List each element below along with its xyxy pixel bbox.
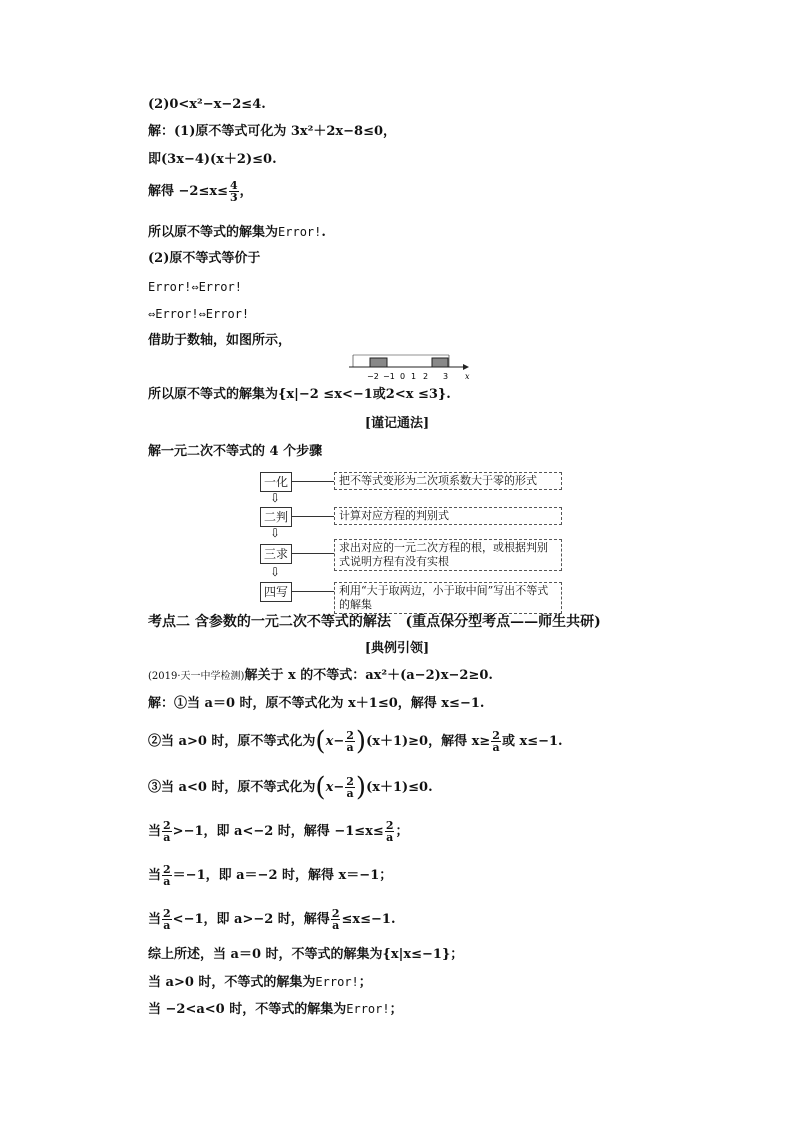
solution-line-4 <box>148 224 326 241</box>
fraction <box>162 820 172 843</box>
step-label: 四写 <box>260 582 292 602</box>
case-text: ； <box>395 824 409 839</box>
fraction-denominator: a <box>346 787 354 800</box>
step-description: 利用“大于取两边，小于取中间”写出不等式的解集 <box>334 582 562 614</box>
tick-label: 0 <box>400 372 406 381</box>
subcase-2 <box>148 864 392 887</box>
section-title: [谨记通法] <box>364 416 430 431</box>
case-3: ③当 a<0 时，原不等式化为(x− $\frac{2}{a}$ )(x＋1)≤0. <box>148 772 433 803</box>
case-text: <−1，即 a>−2 时，解得 <box>172 912 330 927</box>
tick-label: 1 <box>411 372 417 381</box>
fraction-numerator: 2 <box>492 729 500 742</box>
fraction-denominator: a <box>163 919 171 932</box>
kaodian-note: (重点保分型考点——师生共研) <box>405 614 601 630</box>
case-text: >−1，即 a<−2 时，解得 −1≤x≤ <box>172 824 384 839</box>
fraction-denominator: 3 <box>230 191 238 204</box>
tick-label: −2 <box>367 372 379 381</box>
summary-text: ； <box>389 1002 403 1017</box>
solution-line-6: Error!⇔Error! <box>148 280 242 294</box>
case-1: 解：①当 a＝0 时，原不等式化为 x＋1≤0，解得 x≤−1. <box>148 696 485 711</box>
step-description: 求出对应的一元二次方程的根，或根据判别式说明方程有没有实根 <box>334 539 562 571</box>
fraction <box>162 908 172 931</box>
fraction-numerator: 2 <box>385 819 394 832</box>
case-text: 当 <box>148 868 162 883</box>
fraction-numerator: 2 <box>163 907 171 920</box>
fraction <box>385 820 395 843</box>
fraction <box>331 908 341 931</box>
summary-1: 综上所述，当 a＝0 时，不等式的解集为{x|x≤−1}； <box>148 947 464 962</box>
summary-text: ； <box>358 975 372 990</box>
tick-label: 3 <box>443 372 449 381</box>
steps-title: 解一元二次不等式的 4 个步骤 <box>148 444 323 459</box>
error-text: Error! <box>346 1002 390 1016</box>
tick-label: −1 <box>383 372 395 381</box>
interval-left <box>370 358 387 367</box>
case-2: ②当 a>0 时，原不等式化为(x− $\frac{2}{a}$ )(x＋1)≥0，解得 x≥ $\frac{2}{a}$ 或 x≤−1. <box>148 726 563 757</box>
arrow-head-icon <box>463 364 469 370</box>
summary-text: 当 −2<a<0 时，不等式的解集为 <box>148 1002 347 1017</box>
step-description: 计算对应方程的判别式 <box>334 507 562 525</box>
connector-line <box>292 591 334 592</box>
fraction-denominator: a <box>332 919 340 932</box>
fraction-denominator: a <box>492 741 500 754</box>
number-line-figure <box>345 352 475 382</box>
case-text: ≤x≤−1. <box>341 912 396 927</box>
kaodian-heading <box>148 614 601 630</box>
case-text: 当 <box>148 824 162 839</box>
summary-3 <box>148 1001 403 1018</box>
solution-text: ， <box>239 184 253 199</box>
problem-2: (2)0<x²−x−2≤4. <box>148 97 266 112</box>
case-text: ②当 a>0 时，原不等式化为 <box>148 734 316 749</box>
step-label: 二判 <box>260 507 292 527</box>
example-statement <box>148 668 493 685</box>
example-text: 解关于 x 的不等式：ax²＋(a−2)x−2≥0. <box>244 668 493 683</box>
fraction-numerator: 2 <box>346 729 354 742</box>
step-description: 把不等式变形为二次项系数大于零的形式 <box>334 472 562 490</box>
fraction-denominator: a <box>386 831 394 844</box>
step-label: 一化 <box>260 472 292 492</box>
case-text: ＝−1，即 a＝−2 时，解得 x＝−1； <box>172 868 393 883</box>
down-arrow-icon: ⇩ <box>270 526 281 540</box>
fraction-denominator: a <box>163 875 171 888</box>
fraction-denominator: a <box>346 741 354 754</box>
tick-label: 2 <box>423 372 429 381</box>
fraction-numerator: 2 <box>163 819 171 832</box>
connector-line <box>292 481 334 482</box>
solution-line-2: 即(3x−4)(x＋2)≤0. <box>148 152 277 167</box>
connector-line <box>292 553 334 554</box>
down-arrow-icon: ⇩ <box>270 491 281 505</box>
kaodian-title: 考点二 含参数的一元二次不等式的解法 <box>148 614 391 630</box>
fraction <box>229 180 239 203</box>
subcase-3 <box>148 908 395 931</box>
example-source: (2019·天一中学检测) <box>148 671 245 682</box>
case-text: 当 <box>148 912 162 927</box>
case-text: (x＋1)≤0. <box>366 780 433 795</box>
solution-line-7: ⇔Error!⇔Error! <box>148 307 250 321</box>
fraction-numerator: 4 <box>230 179 238 192</box>
solution-text: 所以原不等式的解集为 <box>148 225 279 240</box>
fraction-numerator: 2 <box>163 863 171 876</box>
fraction <box>491 730 501 753</box>
solution-text: . <box>321 225 326 240</box>
fraction <box>345 776 355 799</box>
fraction-denominator: a <box>163 831 171 844</box>
step-label: 三求 <box>260 544 292 564</box>
fraction-numerator: 2 <box>331 907 340 920</box>
solution-line-1: 解：(1)原不等式可化为 3x²＋2x−8≤0， <box>148 124 397 139</box>
example-title: [典例引领] <box>364 641 430 656</box>
fraction <box>345 730 355 753</box>
fraction-numerator: 2 <box>346 775 354 788</box>
error-text: Error! <box>315 975 359 989</box>
case-text: ③当 a<0 时，原不等式化为 <box>148 780 316 795</box>
connector-line <box>292 516 334 517</box>
error-text: Error! <box>278 225 322 239</box>
summary-text: 当 a>0 时，不等式的解集为 <box>148 975 316 990</box>
solution-line-8: 借助于数轴，如图所示， <box>148 333 292 348</box>
subcase-1 <box>148 820 408 843</box>
down-arrow-icon: ⇩ <box>270 565 281 579</box>
case-text: (x＋1)≥0，解得 x≥ <box>366 734 491 749</box>
interval-right <box>432 358 448 367</box>
summary-2 <box>148 974 372 991</box>
solution-text: 解得 −2≤x≤ <box>148 184 228 199</box>
axis-label: x <box>465 372 470 381</box>
case-text: 或 x≤−1. <box>501 734 563 749</box>
solution-line-9: 所以原不等式的解集为{x|−2 ≤x<−1或2<x ≤3}. <box>148 387 451 402</box>
solution-line-3 <box>148 180 253 203</box>
fraction <box>162 864 172 887</box>
solution-line-5: (2)原不等式等价于 <box>148 251 261 266</box>
